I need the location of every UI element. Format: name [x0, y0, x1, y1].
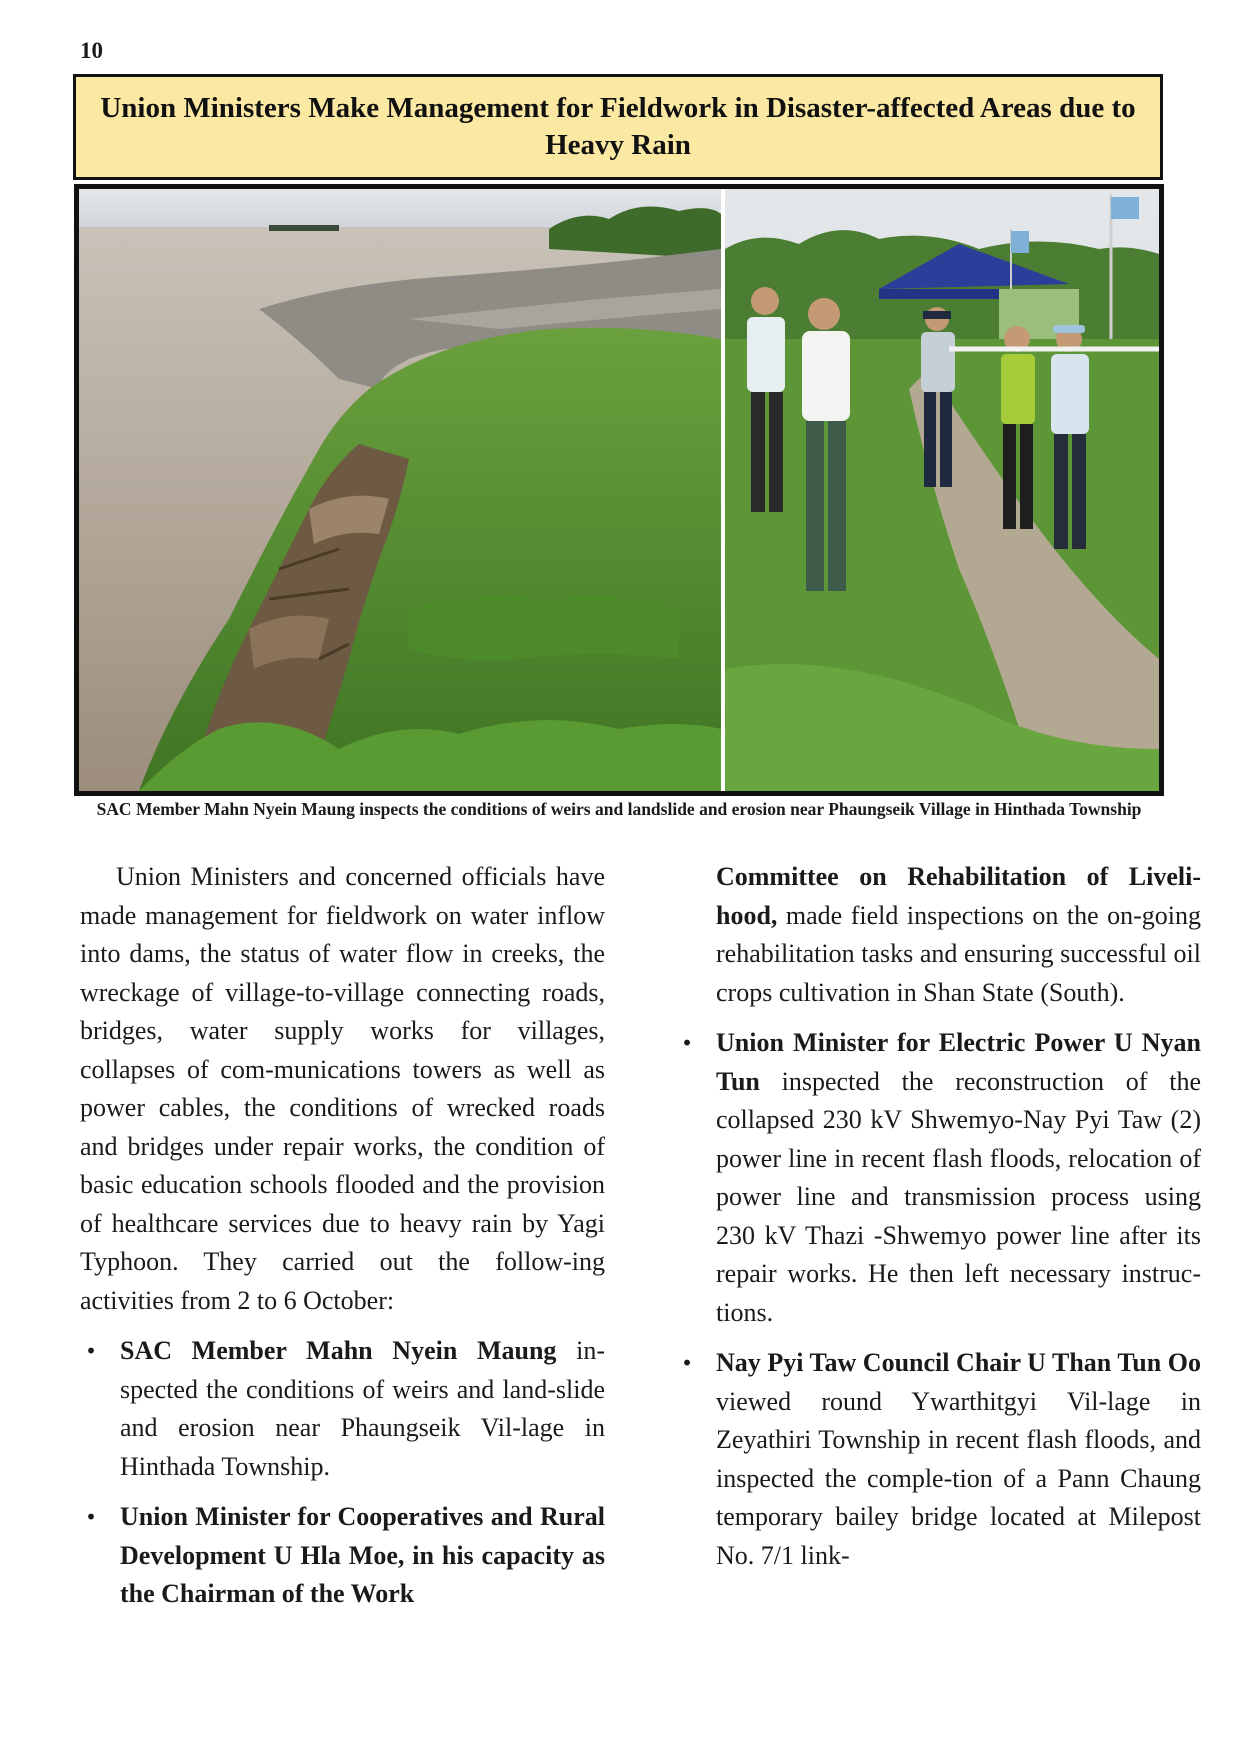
list-item	[676, 1024, 1201, 1332]
left-column	[80, 858, 605, 1614]
list-item-lead: Union Minister for Electric Power U Nyan Tun	[716, 1028, 1201, 1096]
page-number: 10	[80, 38, 103, 63]
continuation-lead: Committee on Rehabilitation of Liveli-hood,	[716, 862, 1201, 930]
list-item-lead: Nay Pyi Taw Council Chair U Than Tun Oo	[716, 1348, 1201, 1377]
intro-paragraph: Union Ministers and concerned officials have made management for fieldwork on water inflow into dams, the status of water flow in creeks, the wreckage of village-to-village connecting roads, bridges, water supply works for villages, collapses of com-munications towers as well as power cables, the conditions of wrecked roads and bridges under repair works, the condition of basic education schools flooded and the provision of healthcare services due to heavy rain by Yagi Typhoon. They carried out the follow-ing activities from 2 to 6 October:	[80, 862, 605, 1315]
list-item	[80, 1332, 605, 1486]
continuation-text	[716, 858, 1201, 1012]
list-item-text	[716, 1024, 1201, 1332]
list-item-body: in-spected the conditions of weirs and land-slide and erosion near Phaungseik Vil-lage in Hinthada Township.	[120, 1336, 605, 1481]
photo-composite	[79, 189, 1159, 791]
bullet-icon: •	[85, 1505, 97, 1529]
photo-divider	[721, 189, 725, 791]
list-item-text	[120, 1498, 605, 1614]
list-item-body: inspected the reconstruction of the collapsed 230 kV Shwemyo-Nay Pyi Taw (2) power line in recent flash floods, relocation of power line and transmission process using 230 kV Thazi -Shwemyo power line after its repair works. He then left necessary instruc-tions.	[716, 1066, 1201, 1327]
photo-caption: SAC Member Mahn Nyein Maung inspects the conditions of weirs and landslide and erosion near Phaungseik Village in Hinthada Township	[96, 799, 1142, 819]
list-item-lead: SAC Member Mahn Nyein Maung	[120, 1336, 557, 1365]
bullet-icon: •	[681, 1031, 693, 1055]
right-column	[676, 858, 1201, 1575]
article-photo	[74, 184, 1164, 796]
list-item	[676, 1344, 1201, 1575]
list-item	[80, 1498, 605, 1614]
bullet-icon: •	[85, 1339, 97, 1363]
title-banner	[73, 74, 1163, 180]
list-item-continuation	[676, 858, 1201, 1012]
continuation-body: made field inspections on the on-going rehabilitation tasks and ensuring successful oil crops cultivation in Shan State (South).	[716, 900, 1201, 1007]
list-item-body: viewed round Ywarthitgyi Vil-lage in Zeyathiri Township in recent flash floods, and inspected the comple-tion of a Pann Chaung temporary bailey bridge located at Milepost No. 7/1 link-	[716, 1386, 1201, 1570]
riverbank-erosion-photo	[79, 189, 721, 791]
bullet-icon: •	[681, 1351, 693, 1375]
article-title: Union Ministers Make Management for Fieldwork in Disaster-affected Areas due to Heavy Rain	[100, 92, 1136, 161]
list-item-lead: Union Minister for Cooperatives and Rural Development U Hla Moe, in his capacity as the Chairman of the Work	[120, 1502, 605, 1608]
officials-inspection-photo	[725, 189, 1159, 791]
list-item-text	[120, 1332, 605, 1486]
list-item-text	[716, 1344, 1201, 1575]
